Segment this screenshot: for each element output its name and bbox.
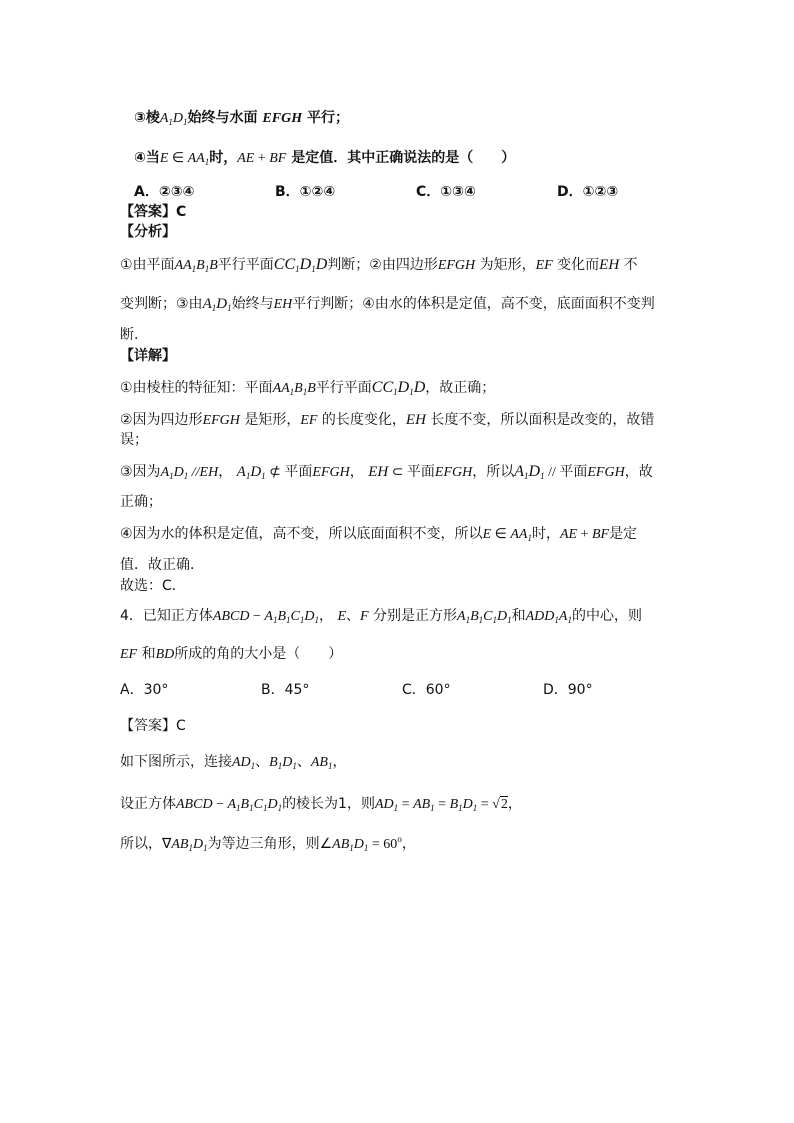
detail-text: 的长度变化， [321,412,406,428]
math-ab1d1: $AB_1D_1$ [171,837,208,853]
analysis-text: 变化而 [557,257,600,273]
math-square-a1b1c1d1: $A_1B_1C_1D_1$ [457,609,512,625]
q4-text: ， [507,796,522,812]
option-b: B．①②④ [275,184,336,200]
option-a: A．30° [120,682,169,698]
math-ab1: $AB_1$ [310,755,333,771]
detail-line-3: ③因为$A_1D_1$ //EH， $A_1D_1$ ⊄ 平面EFGH， EH ⊂ 平面EFGH，所以$A_1D_1$ // 平面EFGH，故 [120,463,653,481]
q4-text: 为等边三角形，则 [207,836,320,852]
q4-line-1 [120,752,346,773]
math-square-add1a1: $ADD_1A_1$ [525,609,572,625]
detail-line-2b: 误； [120,432,148,448]
detail-text: ， [218,464,233,480]
math-bd: BD [155,647,175,662]
math-a1d1-notsub: $A_1D_1$ [236,464,266,481]
q4-text: 、 [296,754,311,770]
option-b: B．45° [261,682,310,698]
q4-line-2: 设正方体ABCD − $A_1B_1C_1D_1$的棱长为1，则$AD_1 = AB_1 = B_1D_1 = √2$， [120,796,522,813]
math-a1d1: $A_1D_1$ [159,111,188,127]
math-plane-aa1b1b: $AA_1B_1B$ [174,258,218,274]
analysis-text: 平行平面 [217,257,274,273]
statement-3-post2: 平行； [306,110,349,126]
statement-4-post: 是定值．其中正确说法的是（ ） [291,150,516,166]
analysis-text: 始终与 [231,296,274,312]
q4-text: 所以， [120,836,162,852]
q4-text: 的棱长为1，则 [282,796,375,812]
math-ef: EF [120,647,138,662]
detail-text: 平面 [406,464,435,480]
math-efgh: EFGH [312,465,350,480]
math-eh-sub: EH [368,464,389,480]
q3-options [134,182,618,202]
detail-text: ， [349,464,364,480]
math-plane-aa1b1b: $AA_1B_1B$ [272,381,316,397]
math-ef: EF [300,413,318,428]
math-b1d1: $B_1D_1$ [269,755,297,771]
math-a1d1: $A_1D_1$ [202,296,232,313]
math-plane-cc1d1d: $CC_1D_1D$ [371,379,426,397]
q4-text: ， [401,836,416,852]
analysis-text: 变判断；③由 [120,296,203,312]
math-ae-plus-bf: AE [237,151,255,166]
math-efgh: EFGH [202,413,240,428]
analysis-text: ①由平面 [120,257,175,273]
math-ad1: $AD_1$ [232,755,256,771]
option-c: C．①③④ [416,184,476,200]
analysis-text: 平行判断；④由水的体积是定值，高不变，底面面积不变判 [292,296,655,312]
statement-4-pre: ④当 [134,150,160,166]
q4-line-3: 所以，$\nabla AB_1D_1$为等边三角形，则$\angle AB_1D_1 = 60^o$， [120,834,416,853]
math-eh: EH [599,257,620,273]
analysis-text: 为矩形， [479,257,536,273]
detail-text: ③因为 [120,464,161,480]
math-e-in-aa1: E [482,527,492,542]
math-efgh: EFGH [262,111,303,126]
detail-text: ④因为水的体积是定值，高不变，所以底面面积不变，所以 [120,526,483,542]
q4-text: ， [332,754,347,770]
q4-text: 所成的角的大小是（ ） [174,646,343,662]
math-eh: EH [273,297,293,312]
math-efgh: EFGH [434,465,473,480]
detail-text: 平面 [284,464,313,480]
analysis-line-3: 断. [120,327,139,343]
detail-text: 平行平面 [315,380,372,396]
analysis-text: 判断；②由四边形 [327,257,438,273]
math-equalities: $AD_1$ [374,797,399,813]
math-a1d1-par-eh: $A_1D_1$ //EH [160,465,219,481]
math-cube: ABCD [212,609,250,624]
analysis-text: 不 [623,257,638,273]
q4-text: 设正方体 [120,796,176,812]
math-ef: EF [535,258,553,273]
triangle-symbol: ∇ [162,837,172,852]
statement-3 [134,108,349,129]
detail-text: ，所以 [472,464,515,480]
option-d: D．①②③ [557,184,619,200]
math-a1d1-par: $A_1D_1$ [514,463,545,481]
statement-3-pre: ③棱 [134,110,160,126]
math-e-in-aa1: E [159,151,169,166]
detail-line-1 [120,378,495,399]
detail-text: ②因为四边形 [120,412,203,428]
math-efgh: EFGH [437,258,476,273]
detail-text: 是矩形， [244,412,301,428]
q3-answer: 【答案】C [120,204,187,220]
math-cube: ABCD [176,797,213,812]
q4-text: 如下图所示，连接 [120,754,232,770]
angle-symbol: ∠ [319,837,333,852]
math-efgh: EFGH [587,465,625,480]
analysis-line-1 [120,255,638,276]
detail-text: 时， [531,526,560,542]
detail-line-2 [120,410,654,431]
detail-text: ，故正确； [425,380,496,396]
option-c: C．60° [402,682,451,698]
q4-text: 分别是正方形 [373,608,458,624]
q3-detail-head: 【详解】 [120,348,176,364]
math-e: E [337,609,346,624]
detail-text: ，故 [624,464,653,480]
detail-text: 是定 [609,526,638,542]
math-f: F [360,609,369,624]
math-eh: EH [405,412,426,428]
q4-text: 的中心，则 [571,608,642,624]
q3-analysis-head: 【分析】 [120,224,176,240]
q4-stem-line-2 [120,644,342,665]
detail-text: 长度不变，所以面积是改变的，故错 [430,412,655,428]
q4-text: 和 [511,608,526,624]
analysis-line-2 [120,294,655,315]
math-angle: $AB_1D_1$ [332,837,369,853]
q4-options [120,680,593,700]
q4-answer: 【答案】C [120,718,186,734]
detail-line-4b: 值．故正确． [120,557,204,573]
math-plane-cc1d1d: $CC_1D_1D$ [273,256,328,274]
detail-line-4: ④因为水的体积是定值，高不变，所以底面面积不变，所以E ∈ $AA_1$时，AE + BF是定 [120,526,638,543]
detail-text: ①由棱柱的特征知：平面 [120,380,273,396]
math-ae-plus-bf: AE [559,527,578,542]
q4-text: 、 [255,754,270,770]
statement-4-mid: 时， [209,150,238,166]
statement-4: ④当E ∈ $AA_1$时，AE + BF 是定值．其中正确说法的是（ ） [134,150,516,167]
q4-text: 4．已知正方体 [120,608,213,624]
detail-text: 平面 [559,464,588,480]
statement-3-post: 始终与水面 [187,110,258,126]
q3-choose: 故选：C． [120,578,186,594]
option-a: A．②③④ [134,184,195,200]
q4-text: 和 [141,646,156,662]
q4-stem-line-1: 4．已知正方体ABCD − $A_1B_1C_1D_1$， E、F 分别是正方形$A_1B_1C_1D_1$和$ADD_1A_1$的中心，则 [120,608,642,625]
option-d: D．90° [543,682,593,698]
q4-text: ， [318,608,333,624]
detail-line-3b: 正确； [120,494,162,510]
q4-text: 、 [346,608,360,624]
